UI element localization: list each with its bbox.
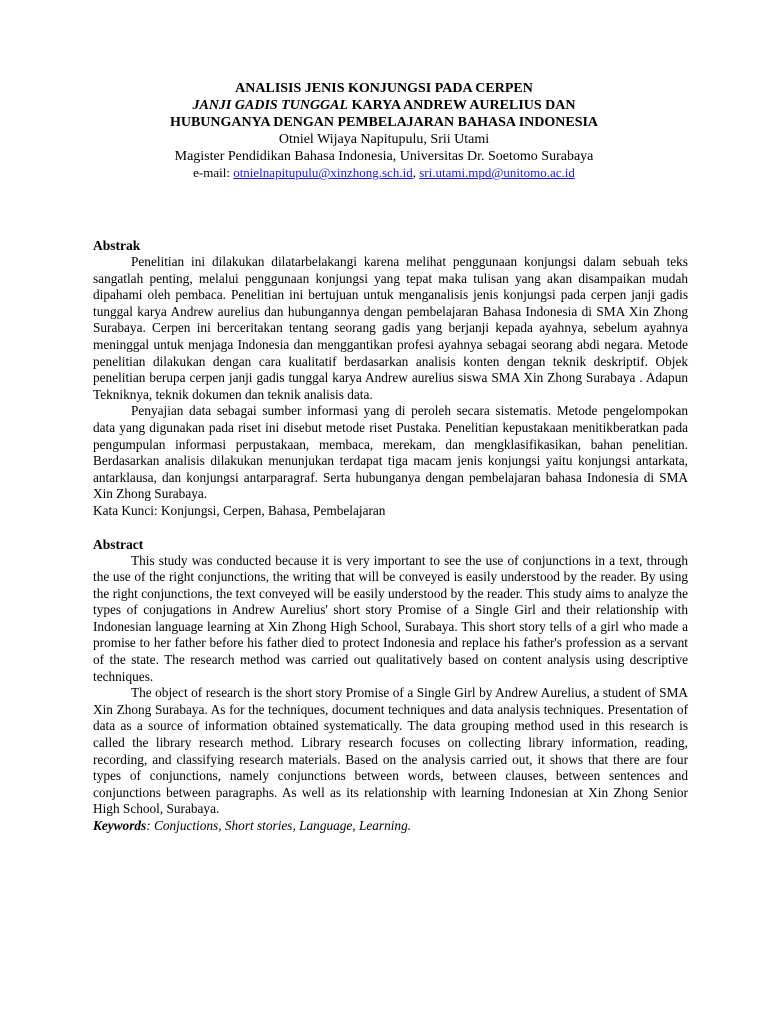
email-separator: , [412,165,420,180]
affiliation: Magister Pendidikan Bahasa Indonesia, Universitas Dr. Soetomo Surabaya [174,149,594,164]
abstrak-paragraph-2: Penyajian data sebagai sumber informasi yang di peroleh secara sistematis. Metode pengelompokan data yang digunakan pada riset ini disebut metode riset Pustaka. Penelitian kepustakaan menitikberatkan pada pengumpulan informasi perpustakaan, membaca, merekam, dan mengklasifikasikan, bahan penelitian. Berdasarkan analisis dilakukan menunjukan terdapat tiga macam jenis konjungsi yaitu konjungsi antarkata, antarklausa, dan konjungsi antarparagraf. Serta hubunganya dengan pembelajaran bahasa Indonesia di SMA Xin Zhong Surabaya. [93,403,688,502]
email-label: e-mail: [193,165,234,180]
section-gap [93,520,688,536]
abstract-heading: Abstract [93,536,144,552]
abstract-keywords [93,818,688,835]
story-title: JANJI GADIS TUNGGAL [192,98,349,113]
authors: Otniel Wijaya Napitupulu, Srii Utami [278,132,490,147]
keywords-text: : Conjuctions, Short stories, Language, Learning. [146,818,412,833]
abstrak-keywords: Kata Kunci: Konjungsi, Cerpen, Bahasa, Pembelajaran [93,502,386,518]
keywords-label: Keywords [93,818,147,833]
abstrak-heading: Abstrak [93,238,141,253]
email-link-1[interactable]: otnielnapitupulu@xinzhong.sch.id [233,165,413,180]
title-line-2 [0,97,768,114]
abstrak-section [93,237,688,520]
abstract-section [93,536,688,835]
email-link-2[interactable]: sri.utami.mpd@unitomo.ac.id [419,165,575,180]
paper-body [93,237,688,835]
title-line-1: ANALISIS JENIS KONJUNGSI PADA CERPEN [235,81,533,96]
paper-header [0,80,768,181]
abstract-paragraph-2: The object of research is the short story Promise of a Single Girl by Andrew Aurelius, a student of SMA Xin Zhong Surabaya. As for the techniques, document techniques and data analysis techniques. Presentation of data as a source of information obtained systematically. The data grouping method used in this research is called the library research method. Library research focuses on collecting library information, reading, recording, and classifying research materials. Based on the analysis carried out, it shows that there are four types of conjunctions, namely conjunctions between words, between clauses, between sentences and conjunctions between paragraphs. As well as its relationship with learning Indonesian at Xin Zhong Senior High School, Surabaya. [93,685,688,817]
title-line-3: HUBUNGANYA DENGAN PEMBELAJARAN BAHASA INDONESIA [169,115,599,130]
title-line-2-rest: KARYA ANDREW AURELIUS DAN [348,98,576,113]
abstrak-paragraph-1: Penelitian ini dilakukan dilatarbelakangi karena melihat penggunaan konjungsi dalam sebuah teks sangatlah penting, melalui penggunaan konjungsi yang tepat maka tulisan yang akan disampaikan mudah dipahami oleh pembaca. Penelitian ini bertujuan untuk menganalisis jenis konjungsi pada cerpen janji gadis tunggal karya Andrew aurelius dan hubungannya dengan pembelajaran Bahasa Indonesia di SMA Xin Zhong Surabaya. Cerpen ini berceritakan tentang seorang gadis yang berjanji kepada ayahnya, sebelum ayahnya meninggal untuk menjaga Indonesia dan menggantikan profesi ayahnya sebagai seorang abdi negara. Metode penelitian dilakukan dengan cara kualitatif berdasarkan analisis konten dengan teknik deskriptif. Objek penelitian berupa cerpen janji gadis tunggal karya Andrew aurelius siswa SMA Xin Zhong Surabaya . Adapun Tekniknya, teknik dokumen dan teknik analisis data. [93,254,688,402]
email-line [0,165,768,181]
abstract-paragraph-1: This study was conducted because it is very important to see the use of conjunctions in a text, through the use of the right conjunctions, the writing that will be conveyed is easily understood by the reader. By using the right conjunctions, the text conveyed will be easily understood by the reader. This study aims to analyze the types of conjugations in Andrew Aurelius' short story Promise of a Single Girl and their relationship with Indonesian language learning at Xin Zhong High School, Surabaya. This short story tells of a girl who made a promise to her father before his father died to protect Indonesia and replace his father's profession as a servant of the state. The research method was carried out qualitatively based on content analysis using descriptive techniques. [93,552,688,684]
